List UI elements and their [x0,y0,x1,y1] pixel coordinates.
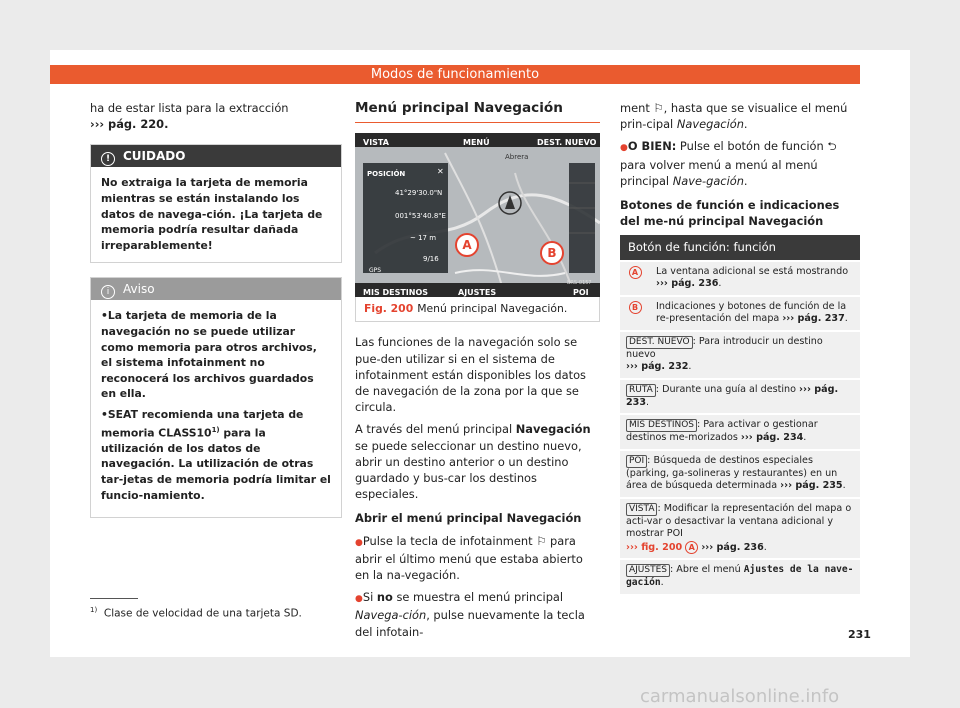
dest-nuevo-label[interactable]: DEST. NUEVO [537,138,597,148]
page-reference-link[interactable]: ››› pág. 233 [626,383,839,408]
callout-b-marker: B [629,301,642,314]
footnote [90,606,302,620]
map-illustration [355,133,600,297]
note-body [91,300,341,517]
page-reference-link[interactable]: ››› pág. 235 [780,480,843,492]
table-row: DEST. NUEVO : Para introducir un destino nuevo ››› pág. 232. [620,331,860,379]
function-buttons-heading: Botones de función e indicaciones del me-nú principal Navegación [620,198,840,229]
mis-destinos-button: MIS DESTINOS [626,419,697,432]
menu-label[interactable]: MENÚ [463,138,490,148]
table-row: MIS DESTINOS : Para activar o gestionar destinos me-morizados ››› pág. 234. [620,414,860,450]
settings-menu-name: Ajustes de la nave-gación [626,564,854,589]
table-row: RUTA : Durante una guía al destino ››› pág. 233. [620,379,860,415]
page-reference-link[interactable]: ››› pág. 236 [701,541,764,553]
caution-text: No extraiga la tarjeta de memoria mientras se están instalando los datos de navega-ción. ¡La tarjeta de memoria podría resultar dañada irreparablemente! [101,176,323,252]
callout-a-marker: A [685,541,698,554]
figure-caption [355,297,600,322]
footnote-divider [90,598,138,599]
poi-button: POI [626,455,647,468]
place-label: Abrera [505,153,529,162]
footnote-number: 1) [90,606,98,614]
column-2 [355,100,600,646]
page-number: 231 [848,628,871,641]
alternative-step: ● O BIEN: Pulse el botón de función ⮌ para volver menú a menú al menú principal Nave-gación. [620,138,860,189]
altitude-value: ~ 17 m [410,234,437,243]
table-row: AJUSTES : Abre el menú Ajustes de la nave-gación. [620,559,860,594]
function-table [620,235,860,594]
caution-box [90,144,342,263]
exclamation-icon: ! [101,152,115,166]
longitude-value: 001°53'40.8"E [395,212,446,221]
continuation-paragraph: ment ⚐, hasta que se visualice el menú prin-cipal Navegación. [620,101,848,132]
caution-header [91,145,341,167]
table-row: B Indicaciones y botones de función de la re-presentación del mapa ››› pág. 237. [620,296,860,331]
column-3 [620,100,860,594]
intro-text: ha de estar lista para la extracción [90,101,289,115]
ruta-button: RUTA [626,384,656,397]
column-1 [90,100,342,518]
step-2: ● Si no se muestra el menú principal Navega-ción, pulse nuevamente la tecla del infotain- [355,589,600,640]
caption-text: Menú principal Navegación. [417,302,568,316]
close-icon[interactable]: ✕ [437,167,444,177]
vista-label[interactable]: VISTA [363,138,389,148]
note-item-2: • SEAT recomienda una tarjeta de memoria CLASS10$^{1)}$ para la utilización de los datos de navegación. La utilización de otras tar-jetas de memoria podría limitar el funcio-namiento. [101,407,331,503]
vista-button: VISTA [626,503,657,516]
note-header [91,278,341,300]
footnote-marker[interactable]: 1) [211,425,220,434]
posicion-label: POSICIÓN [367,170,406,179]
caution-title: CUIDADO [123,149,186,164]
ajustes-label[interactable]: AJUSTES [458,288,497,298]
latitude-value: 41°29'30.0"N [395,189,443,198]
note-item-1: • La tarjeta de memoria de la navegación no se puede utilizar como memoria para otros archivos, el sistema infotainment no reconocerá los archivos guardados en ella. [101,308,331,402]
callout-a: A [455,233,479,257]
callout-b: B [540,241,564,265]
page-reference-link[interactable]: ››› pág. 232 [626,361,689,373]
dest-nuevo-button: DEST. NUEVO [626,336,693,349]
navigation-figure [355,133,600,297]
intro-paragraph [90,100,342,132]
chapter-header: Modos de funcionamiento [50,65,860,84]
step-1: ● Pulse la tecla de infotainment ⚐ para abrir el último menú que estaba abierto en la na-vegación. [355,533,600,584]
table-row: A La ventana adicional se está mostrando ››› pág. 236. [620,261,860,296]
table-row: POI : Búsqueda de destinos especiales (parking, ga-solineras y restaurantes) en un área de búsqueda determinada ››› pág. 235. [620,450,860,498]
callout-a-marker: A [629,266,642,279]
poi-label[interactable]: POI [573,288,589,298]
table-row: VISTA : Modificar la representación del mapa o acti-var o desactivar la ventana adicional y mostrar POI ››› fig. 200 A ››› pág. 236. [620,498,860,560]
satellites-value: 9/16 [423,255,439,264]
note-box [90,277,342,518]
page-reference-link[interactable]: ››› pág. 237 [782,313,845,325]
paragraph-1: Las funciones de la navegación solo se pue-den utilizar si en el sistema de infotainment están disponibles los datos de navegación de la zona por la que se circula. [355,335,586,415]
page-reference-link[interactable]: ››› pág. 220. [90,117,169,132]
page-reference-link[interactable]: ››› pág. 234 [740,432,804,444]
gps-label: GPS [369,267,382,275]
watermark: carmanualsonline.info [640,686,840,707]
figure-reference-link[interactable]: ››› fig. 200 [626,541,683,553]
note-title: Aviso [123,282,155,297]
figure-number: Fig. 200 [364,302,414,316]
footnote-text: Clase de velocidad de una tarjeta SD. [103,607,302,620]
figure-code: BRS-0157 [567,280,592,287]
paragraph-2: A través del menú principal Navegación se puede seleccionar un destino nuevo, abrir un destino anterior o un destino guardado y bus-car los destinos especiales. [355,422,591,502]
mis-destinos-label[interactable]: MIS DESTINOS [363,288,429,298]
page-reference-link[interactable]: ››› pág. 236 [656,278,719,290]
ajustes-button: AJUSTES [626,564,670,577]
section-title: Menú principal Navegación [355,100,600,123]
table-header: Botón de función: función [620,235,860,261]
info-icon: i [101,285,115,299]
open-menu-heading: Abrir el menú principal Navegación [355,511,582,526]
